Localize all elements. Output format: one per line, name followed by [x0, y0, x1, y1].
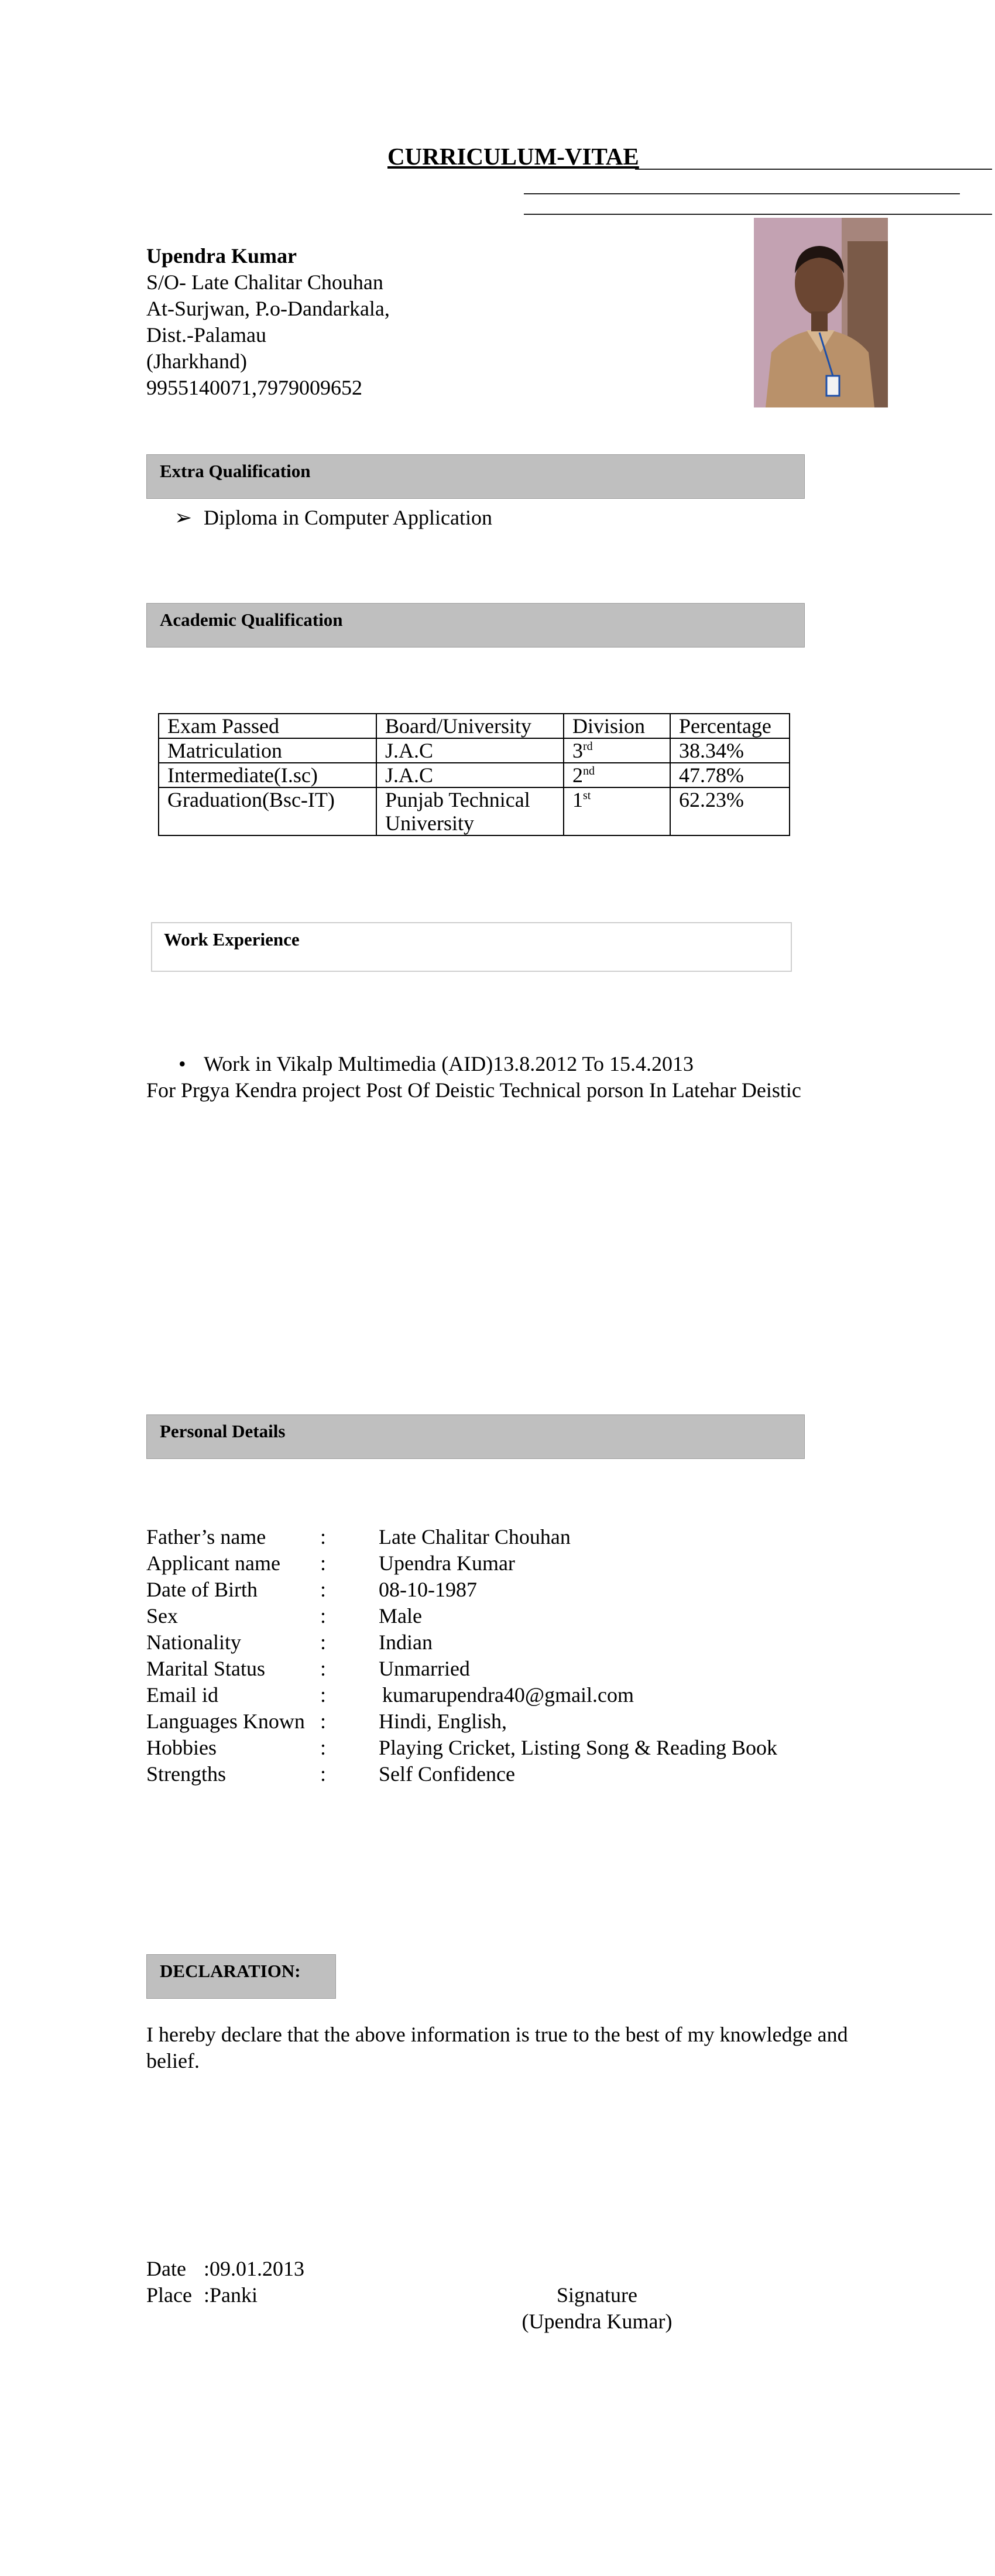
cell-division [564, 787, 670, 835]
personal-label: Strengths [146, 1762, 227, 1786]
title-rule-2 [524, 193, 960, 194]
personal-separator: : [320, 1630, 327, 1654]
board-line-1: Punjab Technical [385, 788, 530, 811]
personal-label: Father’s name [146, 1525, 266, 1549]
personal-value: Indian [379, 1630, 433, 1654]
personal-value: 08-10-1987 [379, 1578, 477, 1601]
declaration-line-2: belief. [146, 2049, 200, 2073]
cell-exam: Intermediate(I.sc) [159, 763, 376, 787]
personal-separator: : [320, 1604, 327, 1628]
personal-details-header [146, 1414, 805, 1459]
personal-details-title: Personal Details [160, 1421, 286, 1441]
title-rule-3 [524, 214, 992, 215]
date-label: Date [146, 2257, 186, 2280]
division-number: 2 [572, 763, 583, 787]
personal-label: Date of Birth [146, 1578, 258, 1601]
cell-percentage: 38.34% [670, 738, 790, 763]
address-line-2: At-Surjwan, P.o-Dandarkala, [146, 297, 390, 320]
signature-name: (Upendra Kumar) [521, 2310, 673, 2333]
date-value: :09.01.2013 [204, 2257, 305, 2280]
extra-qualification-title: Extra Qualification [160, 461, 311, 481]
address-line-1: S/O- Late Chalitar Chouhan [146, 270, 383, 294]
address-line-4: (Jharkhand) [146, 350, 247, 373]
personal-value: Unmarried [379, 1657, 470, 1680]
personal-label: Email id [146, 1683, 218, 1707]
personal-label: Nationality [146, 1630, 241, 1654]
academic-qualification-header [146, 603, 805, 648]
personal-value: Hindi, English, [379, 1710, 507, 1733]
personal-separator: : [320, 1525, 327, 1549]
board-line-2: University [385, 811, 474, 835]
personal-label: Marital Status [146, 1657, 265, 1680]
division-number: 1 [572, 788, 583, 811]
academic-table [158, 713, 790, 836]
cell-division [564, 738, 670, 763]
cell-percentage: 47.78% [670, 763, 790, 787]
personal-separator: : [320, 1551, 327, 1575]
table-row [159, 787, 790, 835]
division-suffix: rd [583, 740, 593, 753]
email-value: kumarupendra40@gmail.com [382, 1683, 634, 1707]
division-suffix: st [583, 789, 591, 802]
work-experience-header [151, 922, 792, 972]
cell-exam: Matriculation [159, 738, 376, 763]
col-percentage: Percentage [670, 714, 790, 738]
col-exam-passed: Exam Passed [159, 714, 376, 738]
extra-qualification-header [146, 454, 805, 499]
cell-board: J.A.C [376, 738, 564, 763]
personal-separator: : [320, 1736, 327, 1759]
declaration-header [146, 1954, 336, 1999]
col-division: Division [564, 714, 670, 738]
profile-photo [754, 218, 888, 407]
personal-label: Languages Known [146, 1710, 305, 1733]
personal-separator: : [320, 1578, 327, 1601]
division-suffix: nd [583, 765, 595, 777]
personal-separator: : [320, 1710, 327, 1733]
division-number: 3 [572, 739, 583, 762]
signature-label: Signature [557, 2283, 637, 2307]
table-header-row [159, 714, 790, 738]
extra-qualification-item: Diploma in Computer Application [204, 506, 492, 529]
col-board-university: Board/University [376, 714, 564, 738]
personal-value: Self Confidence [379, 1762, 515, 1786]
personal-label: Hobbies [146, 1736, 217, 1759]
extra-qualification-bullet: ➢ [174, 506, 193, 529]
cell-board [376, 787, 564, 835]
title-rule-1 [635, 169, 992, 170]
cell-division [564, 763, 670, 787]
work-item: Work in Vikalp Multimedia (AID)13.8.2012 To 15.4.2013 [204, 1052, 694, 1075]
personal-label: Applicant name [146, 1551, 280, 1575]
personal-value: Playing Cricket, Listing Song & Reading Book [379, 1736, 777, 1759]
personal-value: Late Chalitar Chouhan [379, 1525, 571, 1549]
cell-exam: Graduation(Bsc-IT) [159, 787, 376, 835]
personal-value: Upendra Kumar [379, 1551, 515, 1575]
work-bullet: • [179, 1052, 186, 1075]
applicant-name: Upendra Kumar [146, 244, 297, 268]
address-line-3: Dist.-Palamau [146, 323, 266, 347]
personal-label: Sex [146, 1604, 178, 1628]
profile-photo-figure [754, 218, 888, 407]
personal-value: Male [379, 1604, 422, 1628]
declaration-title: DECLARATION: [160, 1961, 301, 1981]
cv-title: CURRICULUM-VITAE [387, 143, 639, 170]
work-experience-title: Work Experience [164, 929, 300, 950]
place-label: Place [146, 2283, 192, 2307]
place-value: :Panki [204, 2283, 258, 2307]
cell-board: J.A.C [376, 763, 564, 787]
academic-qualification-title: Academic Qualification [160, 609, 343, 630]
personal-separator: : [320, 1657, 327, 1680]
personal-separator: : [320, 1762, 327, 1786]
declaration-line-1: I hereby declare that the above information is true to the best of my knowledge and [146, 2023, 848, 2046]
table-row [159, 763, 790, 787]
personal-separator: : [320, 1683, 327, 1707]
table-row [159, 738, 790, 763]
phone-numbers: 9955140071,7979009652 [146, 376, 362, 399]
work-detail: For Prgya Kendra project Post Of Deistic Technical porson In Latehar Deistic [146, 1078, 801, 1102]
cell-percentage: 62.23% [670, 787, 790, 835]
